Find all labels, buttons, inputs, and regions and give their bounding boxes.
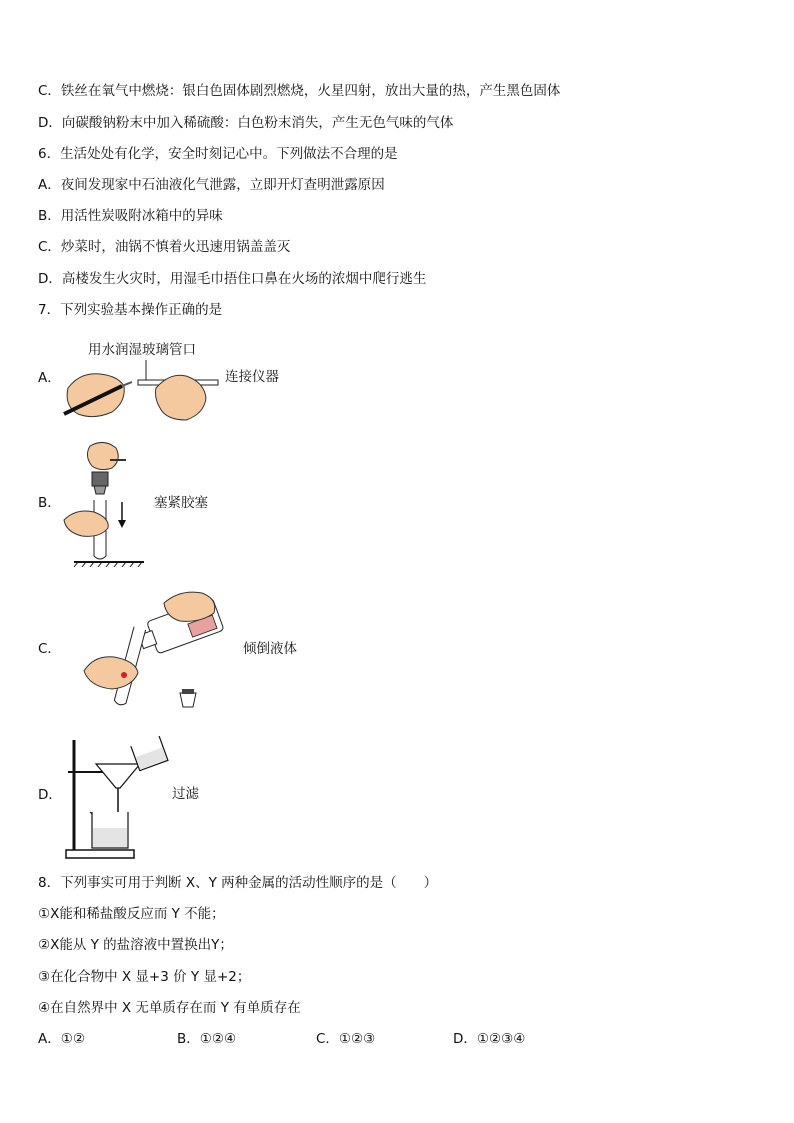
q8-statement-4: ④在自然界中 X 无单质存在而 Y 有单质存在 [38,1000,301,1016]
q7-c-label: C． [38,641,61,657]
insert-stopper-figure [60,438,150,568]
q7-b-label: B． [38,495,61,511]
q6-option-d: D．高楼发生火灾时，用湿毛巾捂住口鼻在火场的浓烟中爬行逃生 [38,271,427,287]
q6-stem: 6．生活处处有化学，安全时刻记心中。下列做法不合理的是 [38,146,398,162]
q8-choice-d: D．①②③④ [453,1031,526,1047]
q8-stem: 8．下列事实可用于判断 X、Y 两种金属的活动性顺序的是（ ） [38,875,438,891]
connect-glass-tube-figure [60,358,220,426]
q7-a-caption: 连接仪器 [225,369,279,385]
q8-statement-3: ③在化合物中 X 显+3 价 Y 显+2； [38,969,251,985]
q6-option-b: B．用活性炭吸附冰箱中的异味 [38,208,223,224]
q7-a-label: A． [38,370,61,386]
q7-c-caption: 倾倒液体 [243,641,297,657]
q6-option-c: C．炒菜时，油锅不慎着火迅速用锅盖盖灭 [38,239,291,255]
q7-d-caption: 过滤 [172,786,199,802]
q7-d-label: D． [38,787,62,803]
q8-choice-b: B．①②④ [177,1031,237,1047]
filtration-figure [64,736,174,862]
q6-option-a: A．夜间发现家中石油液化气泄露，立即开灯查明泄露原因 [38,177,385,193]
pour-liquid-figure [80,585,230,715]
q7-a-top-caption: 用水润湿玻璃管口 [88,342,196,358]
q8-statement-1: ①X能和稀盐酸反应而 Y 不能； [38,906,225,922]
q8-choice-c: C．①②③ [316,1031,376,1047]
q8-choice-a: A．①② [38,1031,85,1047]
q7-b-caption: 塞紧胶塞 [154,495,208,511]
q5-option-d: D．向碳酸钠粉末中加入稀硫酸：白色粉末消失，产生无色气味的气体 [38,115,454,131]
q8-statement-2: ②X能从 Y 的盐溶液中置换出Y； [38,937,233,953]
q5-option-c: C．铁丝在氧气中燃烧：银白色固体剧烈燃烧，火星四射，放出大量的热，产生黑色固体 [38,83,561,99]
q7-stem: 7．下列实验基本操作正确的是 [38,302,223,318]
